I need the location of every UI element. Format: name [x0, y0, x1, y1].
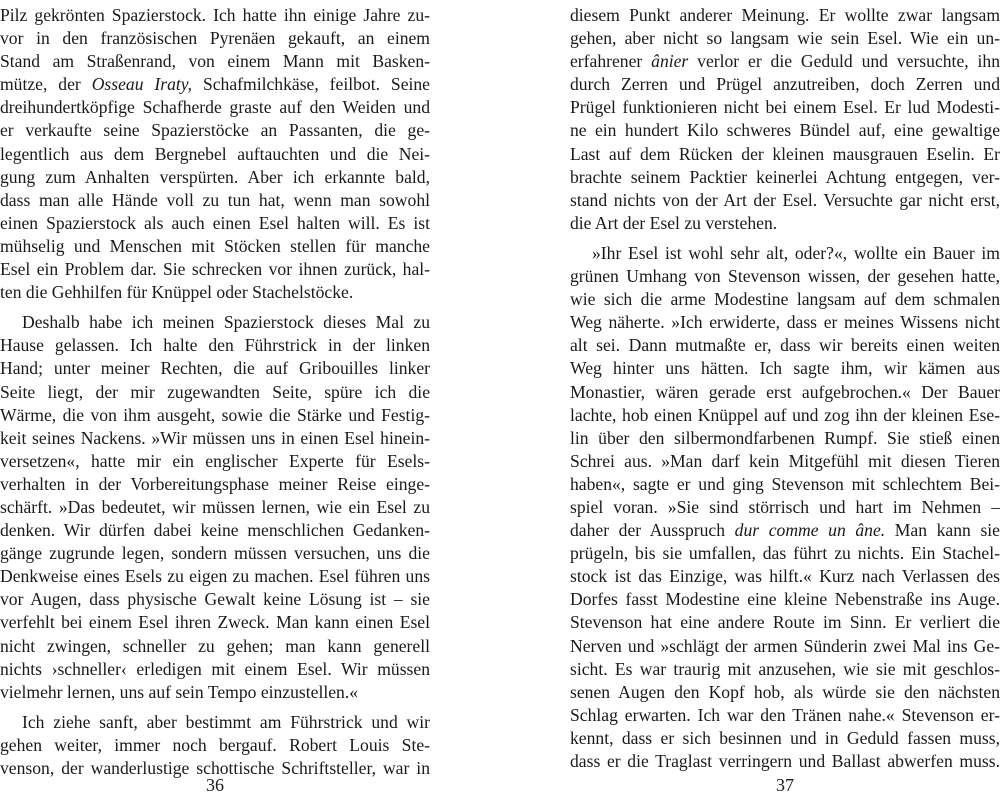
text-line: stock ist das Einzige, was hilft.« Kurz nach Verlassen des	[570, 566, 1000, 587]
text-line: Schrei aus. »Man darf kein Mitgefühl mit diesen Tieren	[570, 450, 1000, 471]
text-line: kennt, dass er sich besinnen und in Geduld fassen muss,	[570, 727, 1000, 748]
text-line: mühselig und Menschen mit Stöcken stellen für manche	[0, 235, 430, 256]
text-line: Esel ein Problem dar. Sie schrecken vor ihnen zurück, hal-	[0, 259, 430, 280]
page-number-left: 36	[206, 775, 224, 795]
paragraph	[0, 4, 430, 304]
text-line: durch Zerren und Prügel anzutreiben, doch Zerren und	[570, 74, 1000, 95]
text-line: ne ein hundert Kilo schweres Bündel auf, eine gewaltige	[570, 120, 1000, 141]
text-line: ten die Gehhilfen für Knüppel oder Stachelstöcke.	[0, 282, 354, 303]
text-line: sicht. Es war traurig mit anzusehen, wie sie mit geschlos-	[570, 658, 1000, 679]
text-line: senen Augen den Kopf hob, als würde sie den nächsten	[570, 681, 1000, 702]
text-line: daher der Ausspruch dur comme un âne. Man kann sie	[570, 520, 1000, 541]
text-line: alt sei. Dann mutmaßte er, dass wir bereits einen weiten	[570, 335, 1000, 356]
text-line: keit seines Nackens. »Wir müssen uns in einen Esel hinein-	[0, 427, 430, 448]
text-line: Stevenson hat eine andere Route im Sinn. Er verliert die	[570, 612, 1000, 633]
text-line: vielmehr lernen, uns auf sein Tempo einzustellen.«	[0, 681, 359, 702]
text-line: Hand; unter meiner Rechten, die auf Gribouilles linker	[0, 358, 430, 379]
text-line: legentlich aus dem Bergnebel auftauchten und die Nei-	[0, 143, 430, 164]
text-line: nicht zwingen, schneller zu gehen; man kann generell	[0, 635, 430, 656]
text-line: Seite liegt, der mir zugewandten Seite, spüre ich die	[0, 381, 430, 402]
text-line: lin über den silbermondfarbenen Rumpf. Sie stieß einen	[570, 427, 1000, 448]
text-line: gehen weiter, immer noch bergauf. Robert Louis Ste-	[0, 734, 430, 755]
text-line: einen Spazierstock als auch einen Esel halten will. Es ist	[0, 212, 430, 233]
text-line: gung zum Anhalten verspürten. Aber ich erkannte bald,	[0, 166, 430, 187]
text-line: Monastier, wären gerade erst aufgebrochen.« Der Bauer	[570, 381, 1000, 402]
italic-term: dur comme un âne.	[734, 520, 886, 541]
text-line: vor Augen, dass physische Gewalt keine Lösung ist – sie	[0, 589, 430, 610]
text-line: Weg hinter uns hätten. Ich sagte ihm, wir kämen aus	[570, 358, 1000, 379]
text-line: nichts ›schneller‹ erledigen mit einem Esel. Wir müssen	[0, 658, 430, 679]
italic-term: Osseau Iraty,	[91, 74, 193, 95]
text-line: lachte, hob einen Knüppel auf und zog ihn der kleinen Ese-	[570, 404, 1000, 425]
paragraph	[0, 711, 430, 780]
paragraph	[0, 311, 430, 704]
text-line: Deshalb habe ich meinen Spazierstock dieses Mal zu	[22, 312, 430, 333]
text-line: versetzen«, hatte mir ein englischer Experte für Esels-	[0, 450, 430, 471]
text-line: mütze, der Osseau Iraty, Schafmilchkäse, feilbot. Seine	[0, 74, 430, 95]
text-line: verfehlt bei einem Esel ihren Zweck. Man kann einen Esel	[0, 612, 430, 633]
text-line: denken. Wir dürfen dabei keine menschlichen Gedanken-	[0, 520, 430, 541]
text-line: diesem Punkt anderer Meinung. Er wollte zwar langsam	[570, 5, 1000, 25]
text-line: Hause gelassen. Ich halte den Führstrick in der linken	[0, 335, 430, 356]
text-line: spiel voran. »Sie sind störrisch und hart im Nehmen –	[570, 496, 1000, 517]
text-line: »Ihr Esel ist wohl sehr alt, oder?«, wollte ein Bauer im	[592, 242, 1000, 263]
text-line: Pilz gekrönten Spazierstock. Ich hatte ihn einige Jahre zu-	[0, 5, 430, 25]
paragraph	[570, 242, 1000, 773]
text-line: dreihundertköpfige Schafherde graste auf den Weiden und	[0, 97, 430, 118]
text-line: gehen, aber nicht so langsam wie sein Esel. Wie ein un-	[570, 28, 1000, 49]
text-line: Dorfes fasst Modestine eine kleine Nebenstraße ins Auge.	[570, 589, 1000, 610]
text-line: Weg näherte. »Ich erwiderte, dass er meines Wissens nicht	[570, 312, 1000, 333]
text-line: prügeln, bis sie umfallen, das führt zu nichts. Ein Stachel-	[570, 543, 1000, 564]
text-line: verhalten in der Vorbereitungsphase meiner Reise einge-	[0, 473, 430, 494]
paragraph	[570, 4, 1000, 235]
text-line: dass er die Traglast verringern und Ballast abwerfen muss.	[570, 751, 1000, 771]
text-line: erfahrener ânier verlor er die Geduld und versuchte, ihn	[570, 51, 1000, 72]
page-number-right: 37	[776, 775, 794, 795]
text-line: Last auf dem Rücken der kleinen mausgrauen Eselin. Er	[570, 143, 1000, 164]
left-page-text	[0, 4, 430, 780]
text-line: stand nichts von der Art der Esel. Versuchte gar nicht erst,	[570, 189, 1000, 210]
text-line: dass man alle Hände voll zu tun hat, wenn man sowohl	[0, 189, 430, 210]
text-line: Prügel funktionieren nicht bei einem Esel. Er lud Modesti-	[570, 97, 1000, 118]
text-line: wie sich die arme Modestine langsam auf dem schmalen	[570, 289, 1000, 310]
text-line: grünen Umhang von Stevenson wissen, der gesehen hatte,	[570, 266, 1000, 287]
text-line: Nerven und »schlägt der armen Sünderin zwei Mal ins Ge-	[570, 635, 1000, 656]
text-line: Wärme, die von ihm ausgeht, sowie die Stärke und Festig-	[0, 404, 430, 425]
italic-term: ânier	[651, 51, 689, 72]
text-line: Stand am Straßenrand, von einem Mann mit Basken-	[0, 51, 430, 72]
text-line: Ich ziehe sanft, aber bestimmt am Führstrick und wir	[22, 711, 430, 732]
text-line: Denkweise eines Esels zu eigen zu machen. Esel führen uns	[0, 566, 430, 587]
text-line: die Art der Esel zu verstehen.	[570, 212, 778, 233]
text-line: haben«, sagte er und ging Stevenson mit schlechtem Bei-	[570, 473, 1000, 494]
text-line: gänge zugrunde legen, sondern müssen versuchen, uns die	[0, 543, 430, 564]
text-line: er verkaufte seine Spazierstöcke an Passanten, die ge-	[0, 120, 430, 141]
text-line: Schlag erwarten. Ich war den Tränen nahe.« Stevenson er-	[570, 704, 1000, 725]
text-line: vor in den französischen Pyrenäen gekauft, an einem	[0, 28, 430, 49]
text-line: schärft. »Das bedeutet, wir müssen lernen, wie ein Esel zu	[0, 496, 430, 517]
text-line: venson, der wanderlustige schottische Schriftsteller, war in	[0, 758, 430, 778]
right-page-text	[570, 4, 1000, 773]
text-line: brachte seinem Packtier keinerlei Achtung entgegen, ver-	[570, 166, 1000, 187]
